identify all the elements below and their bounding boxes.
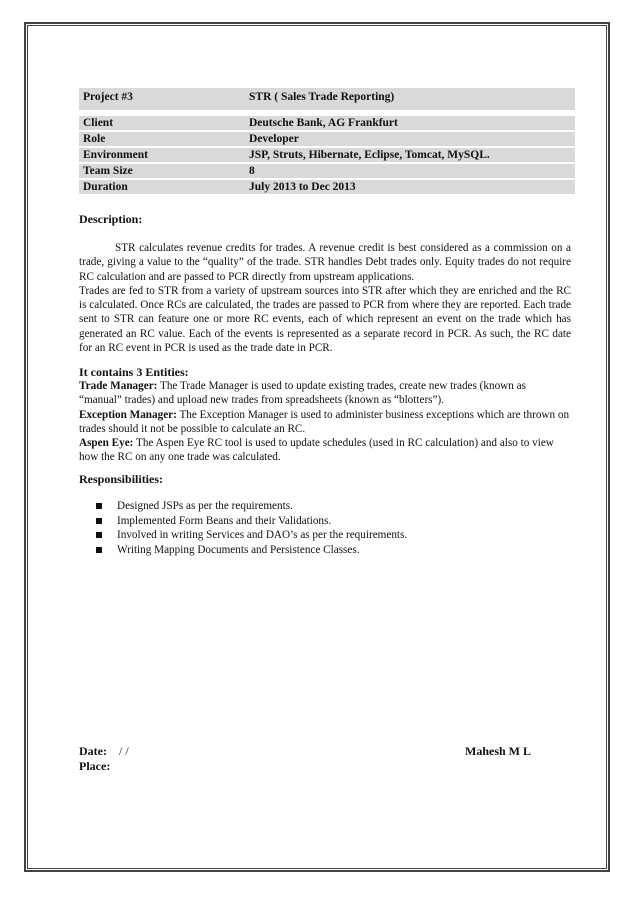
entity-text: The Exception Manager is used to administer business exceptions which are thrown on trades should it not be possible to calculate an RC. <box>79 408 570 435</box>
row-gap <box>79 112 575 114</box>
list-item-text: Implemented Form Beans and their Validations. <box>117 514 332 527</box>
team-size-label: Team Size <box>79 164 245 178</box>
entity-exception-manager <box>79 408 571 437</box>
client-value: Deutsche Bank, AG Frankfurt <box>245 116 575 130</box>
responsibilities-section <box>79 472 571 557</box>
team-size-value: 8 <box>245 164 575 178</box>
entity-name: Aspen Eye: <box>79 437 134 450</box>
duration-row <box>79 180 575 194</box>
role-row <box>79 132 575 146</box>
duration-value: July 2013 to Dec 2013 <box>245 180 575 194</box>
list-item <box>79 543 571 558</box>
date-label: Date: <box>79 744 107 758</box>
square-bullet-icon <box>96 547 102 553</box>
description-paragraph-2: Trades are fed to STR from a variety of upstream sources into STR after which they are enriched and the RC is calculated. Once RCs are calculated, the trades are passed to PCR from where they are reported. Each trade sent to STR can feature one or more RC events, each of which represent an event on the trade which has generated an RC value. Each of the events is represented as a separate record in PCR. As such, the RC date for an RC event in PCR is used as the trade date in PCR. <box>79 284 571 355</box>
date-line <box>79 744 531 759</box>
date-value: / / <box>118 744 129 758</box>
client-row <box>79 116 575 130</box>
environment-row <box>79 148 575 162</box>
list-item-text: Involved in writing Services and DAO’s as per the requirements. <box>117 529 408 542</box>
client-label: Client <box>79 116 245 130</box>
description-heading: Description: <box>79 212 143 226</box>
duration-label: Duration <box>79 180 245 194</box>
entities-section <box>79 365 571 465</box>
entity-aspen-eye <box>79 436 571 465</box>
project-label: Project #3 <box>79 88 245 110</box>
project-value: STR ( Sales Trade Reporting) <box>245 88 575 110</box>
square-bullet-icon <box>96 532 102 538</box>
entities-heading: It contains 3 Entities: <box>79 365 189 379</box>
square-bullet-icon <box>96 518 102 524</box>
project-row <box>79 88 575 110</box>
environment-value: JSP, Struts, Hibernate, Eclipse, Tomcat, MySQL. <box>245 148 575 162</box>
square-bullet-icon <box>96 503 102 509</box>
entity-text: The Aspen Eye RC tool is used to update schedules (used in RC calculation) and also to view how the RC on any one trade was calculated. <box>79 437 554 464</box>
entity-text: The Trade Manager is used to update existing trades, create new trades (known as “manual” trades) and upload new trades from spreadsheets (known as “blotters”). <box>79 380 526 407</box>
list-item-text: Designed JSPs as per the requirements. <box>117 500 293 512</box>
role-label: Role <box>79 132 245 146</box>
entity-name: Exception Manager: <box>79 408 177 421</box>
list-item <box>79 528 571 543</box>
role-value: Developer <box>245 132 575 146</box>
description-paragraph-1: STR calculates revenue credits for trades. A revenue credit is best considered as a commission on a trade, giving a value to the “quality” of the trade. STR handles Debt trades only. Equity trades do not require RC calculation and are passed to PCR directly from upstream applications. <box>79 242 571 283</box>
list-item <box>79 514 571 529</box>
list-item <box>79 499 571 514</box>
place-label: Place: <box>79 759 111 773</box>
responsibilities-heading: Responsibilities: <box>79 472 164 486</box>
entity-name: Trade Manager: <box>79 380 158 392</box>
signature-footer <box>79 744 531 774</box>
author-name: Mahesh M L <box>465 744 531 758</box>
team-size-row <box>79 164 575 178</box>
responsibilities-list <box>79 499 571 557</box>
list-item-text: Writing Mapping Documents and Persistence Classes. <box>117 543 360 556</box>
description-section <box>79 212 571 355</box>
environment-label: Environment <box>79 148 245 162</box>
project-info-table <box>79 86 575 196</box>
entity-trade-manager <box>79 379 571 408</box>
